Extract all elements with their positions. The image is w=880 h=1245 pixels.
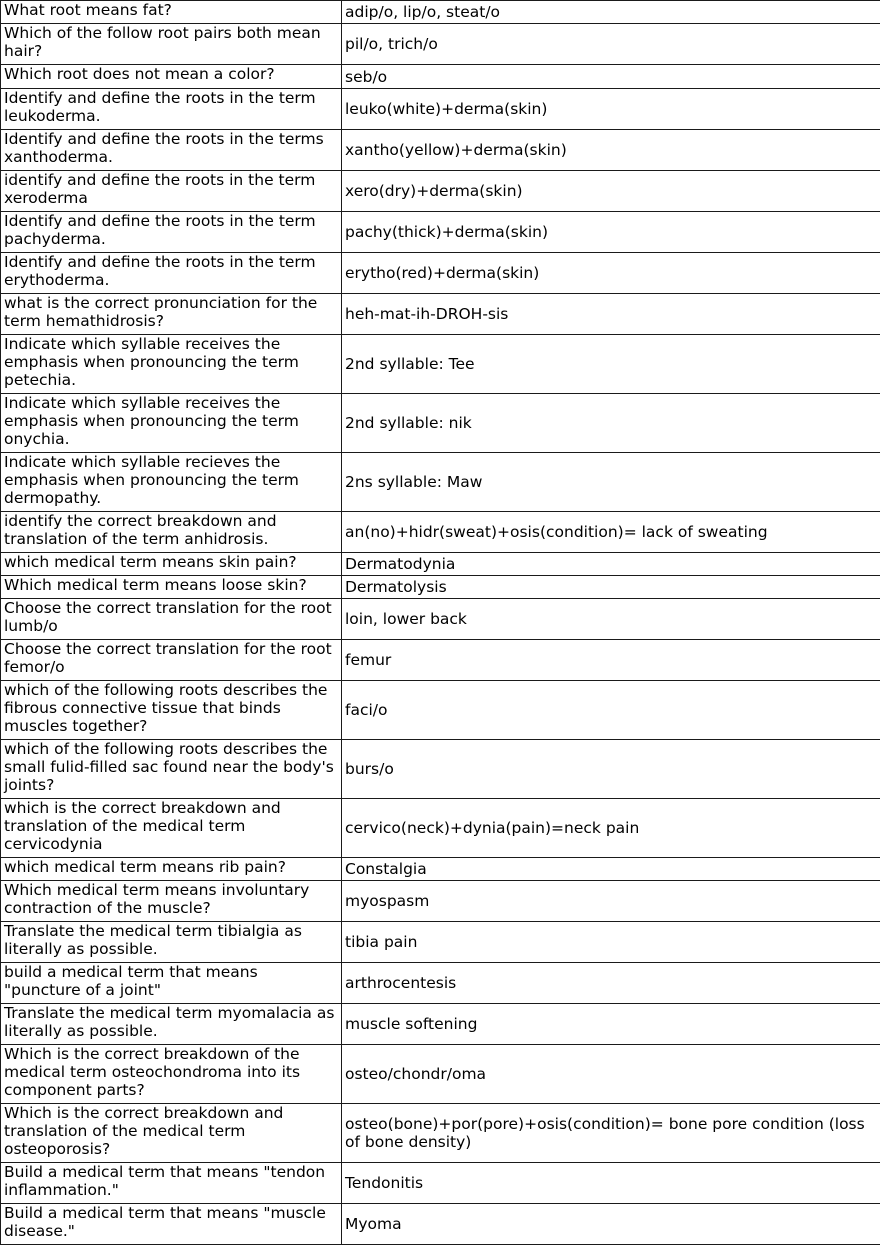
answer-cell: Dermatodynia	[342, 553, 880, 576]
question-cell: what is the correct pronunciation for the term hemathidrosis?	[1, 294, 342, 335]
question-cell: Identify and define the roots in the term erythoderma.	[1, 253, 342, 294]
table-row	[1, 1104, 880, 1163]
table-row	[1, 453, 880, 512]
question-cell: which of the following roots describes the small fulid-filled sac found near the body's joints?	[1, 740, 342, 799]
answer-cell: muscle softening	[342, 1004, 880, 1045]
question-cell: What root means fat?	[1, 1, 342, 24]
table-row	[1, 963, 880, 1004]
answer-cell: seb/o	[342, 65, 880, 89]
table-row	[1, 799, 880, 858]
question-cell: which medical term means skin pain?	[1, 553, 342, 576]
question-cell: Which of the follow root pairs both mean hair?	[1, 24, 342, 65]
question-cell: Choose the correct translation for the root lumb/o	[1, 599, 342, 640]
answer-cell: Myoma	[342, 1204, 880, 1245]
question-cell: Which medical term means loose skin?	[1, 576, 342, 599]
table-row	[1, 335, 880, 394]
table-row	[1, 576, 880, 599]
answer-cell: xantho(yellow)+derma(skin)	[342, 130, 880, 171]
answer-cell: Constalgia	[342, 858, 880, 881]
table-row	[1, 1045, 880, 1104]
question-cell: which is the correct breakdown and translation of the medical term cervicodynia	[1, 799, 342, 858]
answer-cell: Dermatolysis	[342, 576, 880, 599]
question-cell: Which root does not mean a color?	[1, 65, 342, 89]
table-row	[1, 24, 880, 65]
question-cell: build a medical term that means "puncture of a joint"	[1, 963, 342, 1004]
answer-cell: 2nd syllable: nik	[342, 394, 880, 453]
table-row	[1, 640, 880, 681]
question-cell: Translate the medical term tibialgia as literally as possible.	[1, 922, 342, 963]
table-row	[1, 881, 880, 922]
question-cell: Choose the correct translation for the root femor/o	[1, 640, 342, 681]
question-cell: identify and define the roots in the term xeroderma	[1, 171, 342, 212]
answer-cell: Tendonitis	[342, 1163, 880, 1204]
table-row	[1, 1004, 880, 1045]
table-row	[1, 858, 880, 881]
table-row	[1, 394, 880, 453]
table-row	[1, 1, 880, 24]
answer-cell: 2ns syllable: Maw	[342, 453, 880, 512]
table-row	[1, 681, 880, 740]
question-cell: Translate the medical term myomalacia as literally as possible.	[1, 1004, 342, 1045]
answer-cell: osteo/chondr/oma	[342, 1045, 880, 1104]
question-cell: identify the correct breakdown and translation of the term anhidrosis.	[1, 512, 342, 553]
question-cell: which medical term means rib pain?	[1, 858, 342, 881]
question-cell: Which is the correct breakdown and translation of the medical term osteoporosis?	[1, 1104, 342, 1163]
table-row	[1, 294, 880, 335]
question-cell: Indicate which syllable receives the emphasis when pronouncing the term onychia.	[1, 394, 342, 453]
answer-cell: erytho(red)+derma(skin)	[342, 253, 880, 294]
answer-cell: myospasm	[342, 881, 880, 922]
table-row	[1, 171, 880, 212]
question-cell: Identify and define the roots in the term leukoderma.	[1, 89, 342, 130]
answer-cell: osteo(bone)+por(pore)+osis(condition)= bone pore condition (loss of bone density)	[342, 1104, 880, 1163]
answer-cell: burs/o	[342, 740, 880, 799]
answer-cell: pil/o, trich/o	[342, 24, 880, 65]
table-row	[1, 89, 880, 130]
table-row	[1, 599, 880, 640]
table-row	[1, 553, 880, 576]
answer-cell: cervico(neck)+dynia(pain)=neck pain	[342, 799, 880, 858]
table-row	[1, 130, 880, 171]
answer-cell: femur	[342, 640, 880, 681]
table-row	[1, 740, 880, 799]
table-row	[1, 922, 880, 963]
table-row	[1, 65, 880, 89]
question-cell: Which medical term means involuntary contraction of the muscle?	[1, 881, 342, 922]
answer-cell: xero(dry)+derma(skin)	[342, 171, 880, 212]
table-row	[1, 1204, 880, 1245]
question-cell: which of the following roots describes the fibrous connective tissue that binds muscles together?	[1, 681, 342, 740]
table-row	[1, 212, 880, 253]
answer-cell: arthrocentesis	[342, 963, 880, 1004]
answer-cell: an(no)+hidr(sweat)+osis(condition)= lack of sweating	[342, 512, 880, 553]
answer-cell: 2nd syllable: Tee	[342, 335, 880, 394]
table-row	[1, 253, 880, 294]
answer-cell: heh-mat-ih-DROH-sis	[342, 294, 880, 335]
question-cell: Build a medical term that means "muscle disease."	[1, 1204, 342, 1245]
question-cell: Indicate which syllable receives the emphasis when pronouncing the term petechia.	[1, 335, 342, 394]
answer-cell: leuko(white)+derma(skin)	[342, 89, 880, 130]
table-row	[1, 512, 880, 553]
answer-cell: loin, lower back	[342, 599, 880, 640]
question-cell: Build a medical term that means "tendon inflammation."	[1, 1163, 342, 1204]
question-cell: Which is the correct breakdown of the medical term osteochondroma into its component parts?	[1, 1045, 342, 1104]
table-row	[1, 1163, 880, 1204]
answer-cell: faci/o	[342, 681, 880, 740]
answer-cell: pachy(thick)+derma(skin)	[342, 212, 880, 253]
question-cell: Identify and define the roots in the terms xanthoderma.	[1, 130, 342, 171]
question-cell: Identify and define the roots in the term pachyderma.	[1, 212, 342, 253]
question-cell: Indicate which syllable recieves the emphasis when pronouncing the term dermopathy.	[1, 453, 342, 512]
answer-cell: tibia pain	[342, 922, 880, 963]
answer-cell: adip/o, lip/o, steat/o	[342, 1, 880, 24]
